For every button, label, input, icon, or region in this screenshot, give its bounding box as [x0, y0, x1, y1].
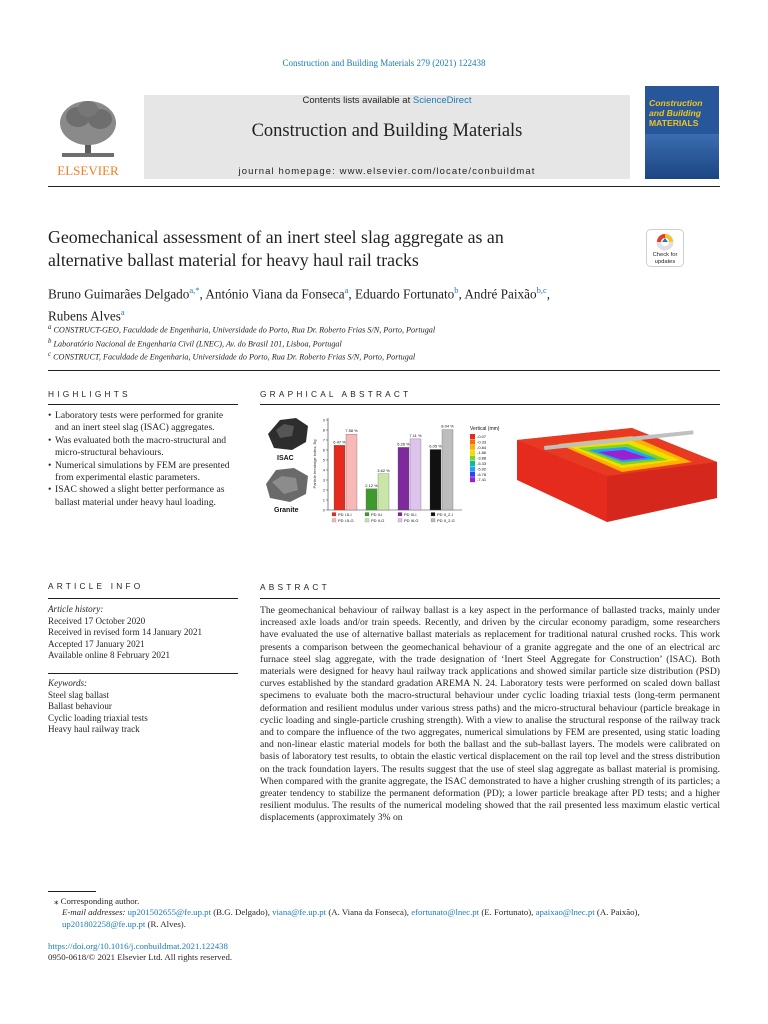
- fem-legend-swatch: [470, 445, 475, 450]
- author-affil-mark[interactable]: b: [454, 285, 459, 295]
- legend-entry: PD III-G: [404, 518, 419, 523]
- keyword-item: Steel slag ballast: [48, 689, 110, 700]
- author-name: Bruno Guimarães Delgado: [48, 286, 190, 302]
- doi-link[interactable]: https://doi.org/10.1016/j.conbuildmat.2021.122438: [48, 941, 228, 951]
- affiliation-item: [48, 322, 728, 336]
- bar-granite: [442, 430, 453, 510]
- cover-title-line: and Building: [649, 108, 702, 118]
- affiliation-text: CONSTRUCT, Faculdade de Engenharia, Universidade do Porto, Rua Dr. Roberto Frias S/N, Porto, Portugal: [53, 353, 416, 363]
- fem-legend-value: -7.41: [477, 477, 487, 483]
- abstract-heading: ABSTRACT: [260, 582, 330, 592]
- bar-data-label: 8.04 %: [441, 423, 454, 429]
- sciencedirect-link[interactable]: ScienceDirect: [412, 95, 472, 106]
- legend-entry: PD II-I: [371, 512, 383, 517]
- affiliation-item: [48, 336, 728, 350]
- granite-label: Granite: [274, 507, 299, 514]
- highlight-item: • Was evaluated both the macro-structural and micro-structural behaviours.: [48, 435, 238, 460]
- footnotes: [48, 896, 720, 930]
- affiliation-text: Laboratório Nacional de Engenharia Civil (LNEC), Av. do Brasil 101, Lisboa, Portugal: [53, 339, 342, 349]
- highlights-list: [48, 410, 238, 509]
- footnote-rule: [48, 891, 96, 892]
- highlight-item: • Laboratory tests were performed for granite and an inert steel slag (ISAC) aggregates.: [48, 410, 238, 435]
- highlights-heading: HIGHLIGHTS: [48, 389, 131, 399]
- abstract-body: The geomechanical behaviour of railway ballast is a key aspect in the performance of ballasted tracks, mainly under increased axle loads and/or train speeds. Recently, and driven by the circular economy paradigm, some researchers have evaluated the use of alternative ballast materials as replacement for traditional natural crushed rocks. This work presents a comparison between the geomechanical behaviour of a granite aggregate and the one of an electrical arc furnace steel slag aggregate, with the trade designation of ‘Inert Steel Aggregate for Construction’ (ISAC). Both materials were designed for heavy haul railway track applications and showed similar particle size distribution (PSD) curves established by the standard gradation AREMA N. 24. Laboratory tests were performed on scaled down ballast specimens to evaluate both the macro-structural behaviour under cyclic loading triaxial tests (long-term permanent deformation and resilient modulus under various stress paths) and the micro-structural behaviour (particle breakage in cyclic loading and single-particle crushing strength). With a view to analise the structural response of the railway track and to compare the influence of the two aggregates, numerical simulations by FEM are presented, using static loading and non-linear elastic material models for both the ballast and the sub-ballast layers. The models were calibrated on basis of laboratory test results, to obtain the elastic vertical displacement on the rail top level and the stress distribution on the track foundation layers. The results suggest that the use of steel slag aggregate as ballast material is promising. When compared with the granite aggregate, the ISAC demonstrated to have a higher crushing strength of its particles; a greater tendency to stabilize the permanent deformation (PD); a lower particle breakage after PD tests; and a higher resilient modulus. The results of the numerical modeling showed that the rail presented less maximum elastic vertical displacements (approximately 3% on: [260, 605, 720, 824]
- y-tick-label: 4: [322, 467, 325, 473]
- fem-legend-swatch: [470, 434, 475, 439]
- cover-title-line: MATERIALS: [649, 118, 699, 128]
- affiliations: [48, 322, 728, 363]
- history-item: Accepted 17 January 2021: [48, 638, 145, 649]
- bar-data-label: 6.47 %: [333, 439, 346, 445]
- y-tick-label: 9: [322, 417, 325, 423]
- doi-block: [48, 941, 448, 964]
- bar-data-label: 2.12 %: [365, 482, 378, 488]
- y-tick-label: 7: [322, 437, 325, 443]
- legend-swatch: [332, 513, 336, 517]
- fem-legend-value: -5.33: [477, 461, 487, 466]
- legend-entry: PD I.5-G: [338, 518, 354, 523]
- legend-entry: PD II_2-I: [437, 512, 453, 517]
- email-link[interactable]: apaixao@lnec.pt: [535, 907, 595, 918]
- bar-data-label: 6.05 %: [429, 443, 442, 449]
- fem-legend-swatch: [470, 461, 475, 466]
- legend-entry: PD II-G: [371, 518, 385, 523]
- y-tick-label: 2: [322, 487, 325, 493]
- highlight-item: • Numerical simulations by FEM are presented from experimental elastic parameters.: [48, 460, 238, 485]
- y-tick-label: 1: [322, 497, 325, 503]
- author-name: Eduardo Fortunato: [355, 286, 455, 302]
- corresponding-author-note: ⁎ Corresponding author.: [54, 896, 140, 906]
- affiliation-mark: c: [48, 351, 52, 359]
- fem-legend-value: -0.84: [477, 444, 487, 450]
- author-affil-mark[interactable]: b,c: [536, 285, 547, 295]
- highlights-rule: [48, 404, 238, 405]
- article-info-separator: [48, 662, 238, 674]
- bar-isac: [334, 445, 345, 510]
- article-history-label: Article history:: [48, 604, 104, 614]
- bar-isac: [398, 447, 409, 510]
- legend-entry: PD III-I: [404, 512, 417, 517]
- bar-data-label: 6.26 %: [397, 441, 410, 447]
- fem-legend-swatch: [470, 466, 475, 471]
- fem-legend-title: Vertical (mm): [470, 426, 500, 432]
- paper-title: [48, 226, 628, 272]
- bar-granite: [346, 434, 357, 510]
- publisher-wordmark: ELSEVIER: [57, 163, 119, 178]
- title-line: alternative ballast material for heavy haul rail tracks: [48, 250, 419, 270]
- fem-legend-swatch: [470, 456, 475, 461]
- email-link[interactable]: viana@fe.up.pt: [272, 907, 327, 918]
- affiliation-mark: b: [48, 337, 52, 345]
- y-tick-label: 6: [322, 447, 325, 453]
- fem-legend-value: -3.88: [477, 455, 487, 461]
- y-tick-label: 0: [322, 507, 325, 513]
- cover-title-line: Construction: [649, 98, 703, 108]
- email-owner: (E. Fortunato),: [479, 907, 536, 918]
- contents-line: [144, 95, 630, 106]
- fem-legend-value: -6.78: [477, 471, 487, 477]
- legend-swatch: [332, 519, 336, 523]
- journal-title: Construction and Building Materials: [251, 121, 523, 141]
- author-separator: ,: [348, 286, 356, 302]
- fem-track-model: [517, 428, 717, 522]
- section-divider: [48, 370, 720, 371]
- fem-legend-swatch: [470, 477, 475, 482]
- affiliation-mark: a: [48, 324, 52, 331]
- bar-data-label: 7.11 %: [409, 432, 422, 438]
- highlight-item: • ISAC showed a slight better performance as ballast material under heavy haul loading.: [48, 484, 238, 509]
- history-item: Received 17 October 2020: [48, 615, 146, 626]
- email-link[interactable]: efortunato@lnec.pt: [411, 907, 480, 918]
- legend-swatch: [365, 519, 369, 523]
- article-info: [48, 604, 238, 736]
- bar-granite: [410, 439, 421, 510]
- author-affil-mark[interactable]: a: [120, 307, 125, 318]
- isac-label: ISAC: [277, 455, 294, 462]
- y-tick-label: 5: [322, 457, 325, 463]
- keywords-label: Keywords:: [48, 677, 88, 688]
- keyword-item: Heavy haul railway track: [48, 724, 140, 735]
- email-addresses: [48, 907, 720, 930]
- author-list: [48, 281, 728, 326]
- legend-entry: PD I.5-I: [338, 512, 352, 517]
- elsevier-tree-logo: [48, 95, 128, 179]
- email-link[interactable]: up201502655@fe.up.pt: [127, 907, 212, 918]
- fem-legend-value: -0.33: [477, 439, 487, 445]
- author-name: António Viana da Fonseca: [205, 286, 345, 302]
- graphical-abstract-figure: [262, 410, 720, 530]
- email-label: E-mail addresses:: [62, 907, 126, 918]
- fem-legend-swatch: [470, 450, 475, 455]
- author-affil-mark[interactable]: a,*: [189, 285, 200, 295]
- copyright-line: 0950-0618/© 2021 Elsevier Ltd. All rights reserved.: [48, 952, 233, 963]
- fem-legend-swatch: [470, 439, 475, 444]
- email-owner: (B.G. Delgado),: [211, 907, 273, 918]
- legend-entry: PD II_2-G: [437, 518, 455, 523]
- title-line: Geomechanical assessment of an inert steel slag aggregate as an: [48, 227, 504, 247]
- abstract-rule: [260, 598, 720, 599]
- journal-cover-thumbnail[interactable]: [645, 86, 719, 179]
- chart-y-axis-label: Particle breakage index, Bg: [312, 439, 317, 489]
- author-name: André Paixão: [464, 286, 537, 302]
- legend-swatch: [431, 519, 435, 523]
- bar-data-label: 3.62 %: [377, 467, 390, 473]
- graphical-abstract-heading: GRAPHICAL ABSTRACT: [260, 389, 412, 399]
- fem-legend-value: -0.07: [477, 434, 487, 439]
- graphical-abstract-rule: [260, 404, 720, 405]
- bar-data-label: 7.58 %: [345, 428, 358, 434]
- journal-homepage[interactable]: journal homepage: www.elsevier.com/locate/conbuildmat: [238, 166, 536, 177]
- article-info-rule: [48, 598, 238, 599]
- email-owner: (A. Viana da Fonseca),: [326, 907, 412, 918]
- bar-isac: [430, 450, 441, 511]
- fem-legend-value: -5.92: [477, 466, 487, 472]
- header-rule: [48, 186, 720, 187]
- particle-breakage-bar-chart: [312, 418, 462, 524]
- keyword-item: Cyclic loading triaxial tests: [48, 712, 148, 723]
- legend-swatch: [398, 513, 402, 517]
- fem-legend-value: -1.86: [477, 450, 487, 456]
- history-item: Available online 8 February 2021: [48, 650, 171, 661]
- y-tick-label: 3: [322, 477, 325, 483]
- author-separator: ,: [199, 286, 206, 302]
- y-tick-label: 8: [322, 427, 325, 433]
- fem-legend-swatch: [470, 472, 475, 477]
- legend-swatch: [365, 513, 369, 517]
- email-link[interactable]: up201802258@fe.up.pt: [62, 918, 146, 929]
- legend-swatch: [431, 513, 435, 517]
- bar-granite: [378, 474, 389, 510]
- keyword-item: Ballast behaviour: [48, 701, 112, 712]
- history-item: Received in revised form 14 January 2021: [48, 627, 203, 638]
- author-separator: ,: [546, 286, 551, 302]
- legend-swatch: [398, 519, 402, 523]
- email-owner: (A. Paixão),: [594, 907, 640, 918]
- author-name: Rubens Alves: [48, 308, 121, 324]
- email-owner: (R. Alves).: [145, 918, 186, 929]
- cover-image: [645, 134, 719, 179]
- contents-prefix: Contents lists available at: [302, 95, 413, 106]
- affiliation-text: CONSTRUCT-GEO, Faculdade de Engenharia, Universidade do Porto, Rua Dr. Roberto Frias S/N, Porto, Portugal: [53, 325, 436, 335]
- article-info-heading: ARTICLE INFO: [48, 581, 144, 591]
- author-separator: ,: [458, 286, 465, 302]
- affiliation-item: [48, 349, 728, 363]
- check-for-updates-label[interactable]: Check for updates: [652, 252, 678, 265]
- journal-reference[interactable]: Construction and Building Materials 279 (2021) 122438: [282, 58, 486, 68]
- bar-isac: [366, 489, 377, 510]
- author-affil-mark[interactable]: a: [344, 285, 349, 295]
